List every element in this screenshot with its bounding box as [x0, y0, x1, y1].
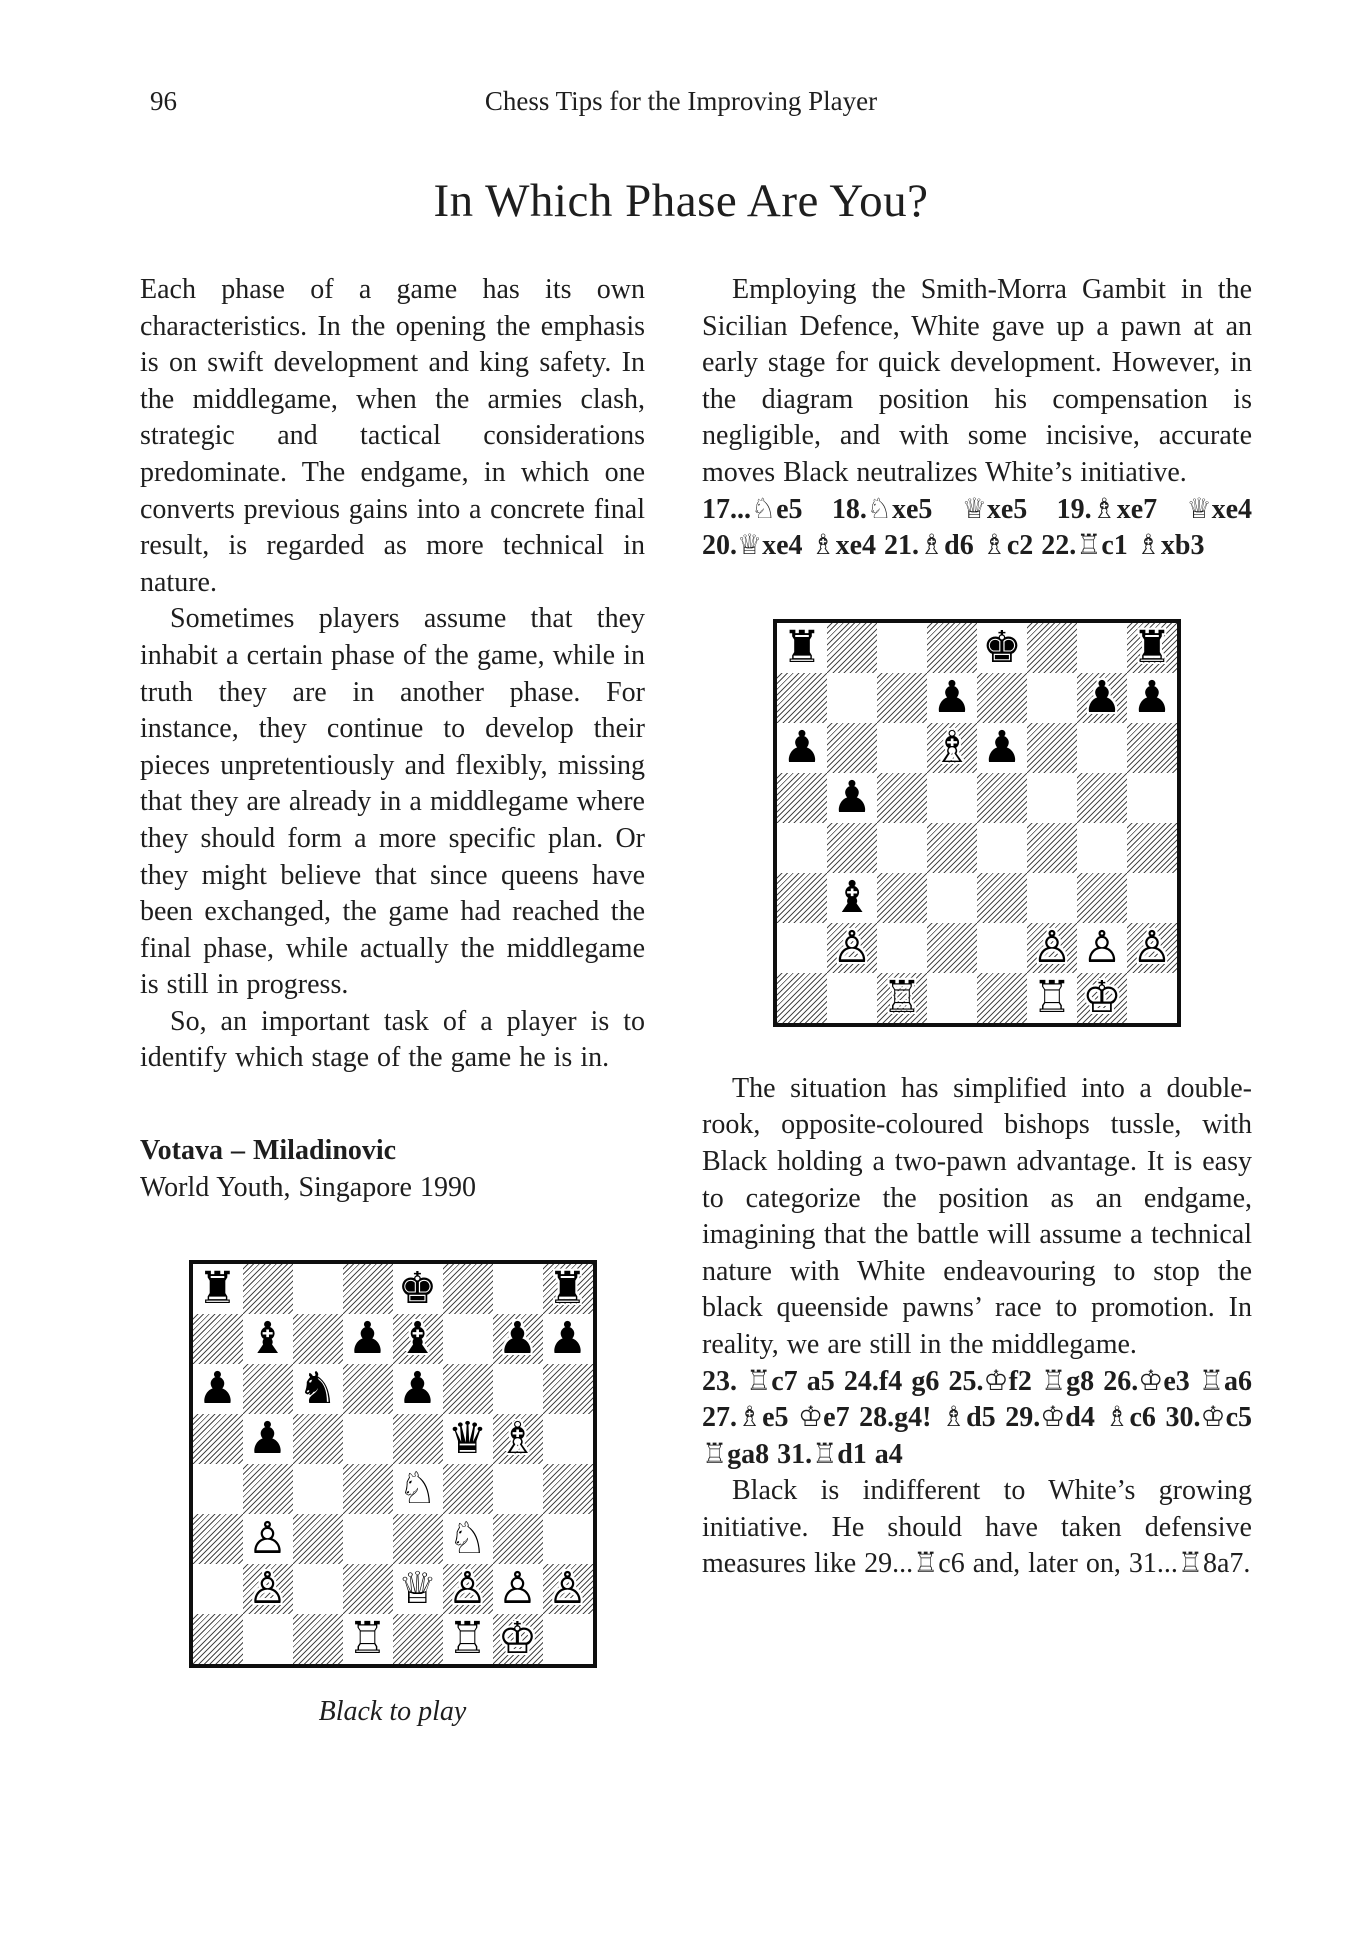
square-d6: [343, 1364, 393, 1414]
square-c1: [293, 1614, 343, 1664]
square-b2: [243, 1564, 293, 1614]
square-c5: [877, 773, 927, 823]
black-pawn-icon: ♟: [832, 771, 872, 823]
square-g4: [493, 1464, 543, 1514]
square-e6: [393, 1364, 443, 1414]
square-f6: [443, 1364, 493, 1414]
square-b7: [243, 1314, 293, 1364]
white-pawn-icon: ♙: [247, 1563, 288, 1615]
white-knight-icon: ♘: [447, 1513, 488, 1565]
white-rook-icon: ♖: [1032, 971, 1072, 1023]
square-g8: [1077, 623, 1127, 673]
square-f6: [1027, 723, 1077, 773]
black-rook-icon: ♜: [197, 1263, 238, 1315]
white-pawn-icon: ♙: [1132, 921, 1172, 973]
square-e2: [977, 923, 1027, 973]
square-c5: [293, 1414, 343, 1464]
square-g2: [493, 1564, 543, 1614]
paragraph-task: So, an important task of a player is to identify which stage of the game he is in.: [140, 1005, 645, 1074]
black-pawn-icon: ♟: [397, 1363, 438, 1415]
square-a4: [193, 1464, 243, 1514]
white-pawn-icon: ♙: [447, 1563, 488, 1615]
square-g1: [493, 1614, 543, 1664]
black-king-icon: ♚: [397, 1263, 438, 1315]
square-g6: [1077, 723, 1127, 773]
square-c4: [293, 1464, 343, 1514]
square-f4: [443, 1464, 493, 1514]
right-column: [702, 272, 1252, 1731]
square-a3: [777, 873, 827, 923]
square-d4: [927, 823, 977, 873]
square-c1: [877, 973, 927, 1023]
text-columns: [0, 272, 1362, 1731]
paragraph-assume: Sometimes players assume that they inhabit a certain phase of the game, while in truth they are in another phase. For instance, they continue to develop their pieces unpretentiously and flexibly, missing that they are already in a middlegame where they should form a more specific plan. Or they might believe that since queens have been exchanged, the game had reached the final phase, while actually the middlegame is still in progress.: [140, 603, 645, 1001]
square-e7: [393, 1314, 443, 1364]
square-f5: [1027, 773, 1077, 823]
square-b6: [827, 723, 877, 773]
black-pawn-icon: ♟: [782, 721, 822, 773]
white-bishop-icon: ♗: [932, 721, 972, 773]
square-f5: [443, 1414, 493, 1464]
square-d5: [927, 773, 977, 823]
square-b5: [827, 773, 877, 823]
game-event: World Youth, Singapore 1990: [140, 1171, 476, 1203]
square-a8: [193, 1264, 243, 1314]
square-c7: [293, 1314, 343, 1364]
square-f8: [443, 1264, 493, 1314]
square-d7: [343, 1314, 393, 1364]
white-queen-icon: ♕: [397, 1563, 438, 1615]
white-knight-icon: ♘: [397, 1463, 438, 1515]
square-a4: [777, 823, 827, 873]
black-pawn-icon: ♟: [547, 1313, 588, 1365]
black-pawn-icon: ♟: [1082, 671, 1122, 723]
black-king-icon: ♚: [982, 621, 1022, 673]
square-f7: [443, 1314, 493, 1364]
square-c2: [877, 923, 927, 973]
square-h6: [543, 1364, 593, 1414]
square-e5: [977, 773, 1027, 823]
square-c6: [293, 1364, 343, 1414]
square-a6: [193, 1364, 243, 1414]
black-rook-icon: ♜: [1132, 621, 1172, 673]
square-e1: [977, 973, 1027, 1023]
black-pawn-icon: ♟: [1132, 671, 1172, 723]
square-h4: [1127, 823, 1177, 873]
square-f8: [1027, 623, 1077, 673]
square-h2: [543, 1564, 593, 1614]
square-h5: [543, 1414, 593, 1464]
black-pawn-icon: ♟: [982, 721, 1022, 773]
square-e4: [393, 1464, 443, 1514]
black-bishop-icon: ♝: [247, 1313, 288, 1365]
square-f2: [443, 1564, 493, 1614]
square-c8: [293, 1264, 343, 1314]
black-bishop-icon: ♝: [832, 871, 872, 923]
square-d2: [927, 923, 977, 973]
paragraph-smith-morra: Employing the Smith-Morra Gambit in the Sicilian Defence, White gave up a pawn at an early stage for quick development. However, in the diagram position his compensation is negligible, and with some incisive, accurate moves Black neutralizes White’s initiative.: [702, 274, 1252, 488]
square-e7: [977, 673, 1027, 723]
square-a6: [777, 723, 827, 773]
square-c2: [293, 1564, 343, 1614]
square-b2: [827, 923, 877, 973]
paragraph-simplified: The situation has simplified into a double-rook, opposite-coloured bishops tussle, with Black holding a two-pawn advantage. It is easy to categorize the position as an endgame, imagining that the battle will assume a technical nature with White endeavouring to stop the black queenside pawns’ race to promotion. In reality, we are still in the middlegame.: [702, 1072, 1252, 1360]
square-d7: [927, 673, 977, 723]
square-a7: [777, 673, 827, 723]
game-players: Votava – Miladinovic: [140, 1135, 397, 1167]
square-d1: [927, 973, 977, 1023]
square-h8: [1127, 623, 1177, 673]
square-h6: [1127, 723, 1177, 773]
white-pawn-icon: ♙: [1032, 921, 1072, 973]
black-pawn-icon: ♟: [197, 1363, 238, 1415]
square-e8: [977, 623, 1027, 673]
square-g2: [1077, 923, 1127, 973]
square-c4: [877, 823, 927, 873]
square-a3: [193, 1514, 243, 1564]
square-a5: [777, 773, 827, 823]
square-d1: [343, 1614, 393, 1664]
square-c7: [877, 673, 927, 723]
black-queen-icon: ♛: [447, 1413, 488, 1465]
white-pawn-icon: ♙: [497, 1563, 538, 1615]
black-pawn-icon: ♟: [497, 1313, 538, 1365]
square-b3: [243, 1514, 293, 1564]
square-d4: [343, 1464, 393, 1514]
square-f2: [1027, 923, 1077, 973]
square-h5: [1127, 773, 1177, 823]
square-e1: [393, 1614, 443, 1664]
white-rook-icon: ♖: [347, 1613, 388, 1665]
paragraph-phases: Each phase of a game has its own characteristics. In the opening the emphasis is on swift development and king safety. In the middlegame, when the armies clash, strategic and tactical considerations predominate. The endgame, in which one converts previous gains into a concrete final result, is regarded as more technical in nature.: [140, 274, 645, 598]
square-g6: [493, 1364, 543, 1414]
square-a2: [193, 1564, 243, 1614]
page-number: 96: [150, 86, 177, 116]
square-d5: [343, 1414, 393, 1464]
square-b1: [827, 973, 877, 1023]
square-g7: [493, 1314, 543, 1364]
square-h1: [543, 1614, 593, 1664]
square-h7: [1127, 673, 1177, 723]
square-h4: [543, 1464, 593, 1514]
square-f1: [1027, 973, 1077, 1023]
square-f3: [1027, 873, 1077, 923]
chess-diagram-votava-miladinovic: [189, 1260, 597, 1731]
square-d8: [343, 1264, 393, 1314]
square-b8: [243, 1264, 293, 1314]
square-b6: [243, 1364, 293, 1414]
square-d6: [927, 723, 977, 773]
square-g3: [493, 1514, 543, 1564]
square-b1: [243, 1614, 293, 1664]
square-g5: [1077, 773, 1127, 823]
black-bishop-icon: ♝: [397, 1313, 438, 1365]
square-b7: [827, 673, 877, 723]
square-g7: [1077, 673, 1127, 723]
chapter-title: In Which Phase Are You?: [433, 175, 929, 227]
move-sequence-17-22: 17...♘e5 18.♘xe5 ♕xe5 19.♗xe7 ♕xe4 20.♕xe4 ♗xe4 21.♗d6 ♗c2 22.♖c1 ♗xb3: [702, 493, 1252, 562]
square-c6: [877, 723, 927, 773]
white-king-icon: ♔: [1082, 971, 1122, 1023]
black-pawn-icon: ♟: [247, 1413, 288, 1465]
square-c3: [293, 1514, 343, 1564]
square-h7: [543, 1314, 593, 1364]
square-h2: [1127, 923, 1177, 973]
white-pawn-icon: ♙: [1082, 921, 1122, 973]
chess-board: [773, 619, 1181, 1027]
move-sequence-23-31: 23. ♖c7 a5 24.f4 g6 25.♔f2 ♖g8 26.♔e3 ♖a6 27.♗e5 ♔e7 28.g4! ♗d5 29.♔d4 ♗c6 30.♔c5 ♖ga8 31.♖d1 a4: [702, 1365, 1252, 1470]
square-f1: [443, 1614, 493, 1664]
square-d2: [343, 1564, 393, 1614]
square-d8: [927, 623, 977, 673]
square-h3: [543, 1514, 593, 1564]
square-b4: [827, 823, 877, 873]
black-rook-icon: ♜: [782, 621, 822, 673]
white-bishop-icon: ♗: [497, 1413, 538, 1465]
square-e2: [393, 1564, 443, 1614]
square-b5: [243, 1414, 293, 1464]
square-e4: [977, 823, 1027, 873]
square-a5: [193, 1414, 243, 1464]
white-rook-icon: ♖: [447, 1613, 488, 1665]
black-rook-icon: ♜: [547, 1263, 588, 1315]
square-g3: [1077, 873, 1127, 923]
white-pawn-icon: ♙: [832, 921, 872, 973]
black-knight-icon: ♞: [297, 1363, 338, 1415]
square-a2: [777, 923, 827, 973]
square-f3: [443, 1514, 493, 1564]
square-h8: [543, 1264, 593, 1314]
running-head: Chess Tips for the Improving Player: [484, 86, 878, 116]
square-a1: [777, 973, 827, 1023]
diagram-caption: Black to play: [318, 1696, 467, 1728]
white-king-icon: ♔: [497, 1613, 538, 1665]
paragraph-indifferent: Black is indifferent to White’s growing initiative. He should have taken defensive measures like 29...♖c6 and, later on, 31...♖8a7.: [702, 1475, 1252, 1580]
square-b4: [243, 1464, 293, 1514]
square-h1: [1127, 973, 1177, 1023]
white-pawn-icon: ♙: [247, 1513, 288, 1565]
square-h3: [1127, 873, 1177, 923]
chess-board: [189, 1260, 597, 1668]
square-g8: [493, 1264, 543, 1314]
square-b8: [827, 623, 877, 673]
square-e6: [977, 723, 1027, 773]
square-e3: [977, 873, 1027, 923]
square-a1: [193, 1614, 243, 1664]
square-a8: [777, 623, 827, 673]
white-rook-icon: ♖: [882, 971, 922, 1023]
left-column: [140, 272, 645, 1731]
black-pawn-icon: ♟: [932, 671, 972, 723]
square-c3: [877, 873, 927, 923]
page-header: [0, 86, 1362, 120]
square-e3: [393, 1514, 443, 1564]
square-a7: [193, 1314, 243, 1364]
square-g4: [1077, 823, 1127, 873]
square-d3: [927, 873, 977, 923]
square-e8: [393, 1264, 443, 1314]
square-f4: [1027, 823, 1077, 873]
square-c8: [877, 623, 927, 673]
black-pawn-icon: ♟: [347, 1313, 388, 1365]
white-pawn-icon: ♙: [547, 1563, 588, 1615]
game-heading: [140, 1133, 645, 1206]
square-f7: [1027, 673, 1077, 723]
square-b3: [827, 873, 877, 923]
square-g1: [1077, 973, 1127, 1023]
square-d3: [343, 1514, 393, 1564]
chess-diagram-smith-morra: [773, 619, 1181, 1027]
square-g5: [493, 1414, 543, 1464]
square-e5: [393, 1414, 443, 1464]
